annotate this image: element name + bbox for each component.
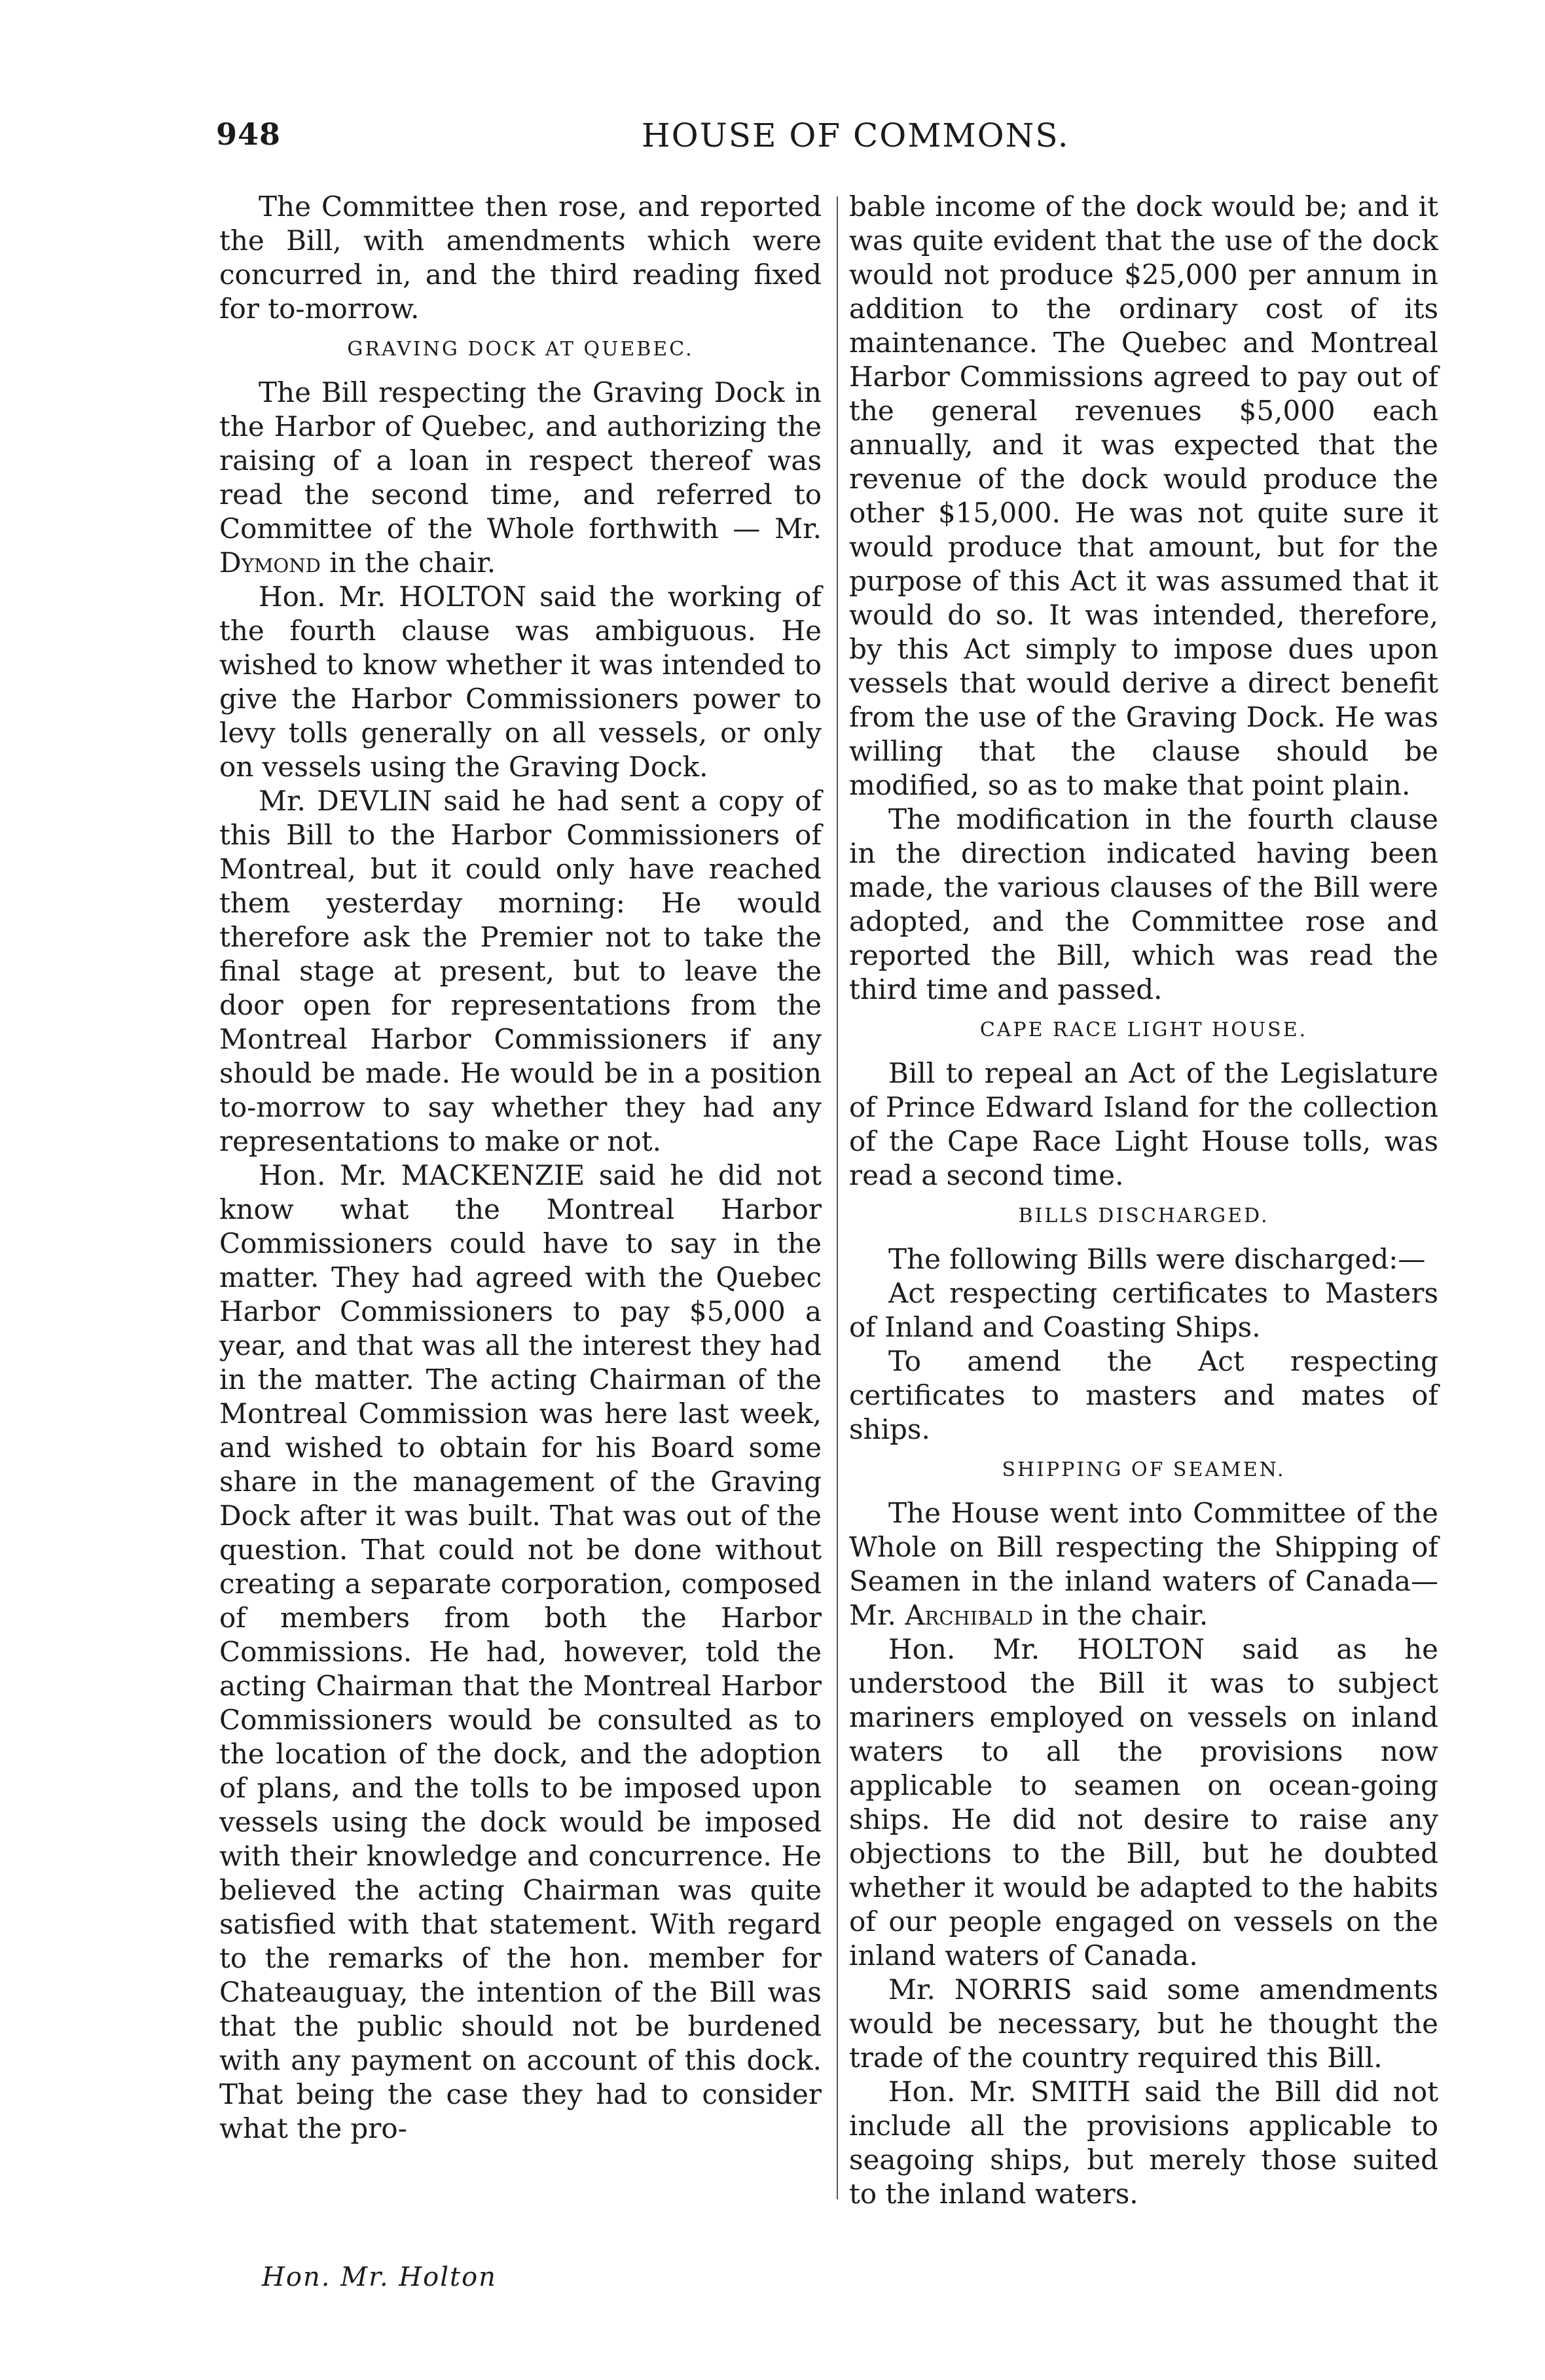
section-heading: SHIPPING OF SEAMEN. [1002, 1458, 1286, 1481]
section-heading: CAPE RACE LIGHT HOUSE. [979, 1019, 1308, 1041]
paragraph: Hon. Mr. MACKENZIE said he did not know what the Montreal Harbor Commissioners could have to say in the matter. They had agreed with the Quebec Harbor Commissioners to pay $5,000 a year, and that was all the interest they had in the matter. The acting Chairman of the Montreal Commission was here last week, and wished to obtain for his Board some share in the management of the Graving Dock after it was built. That was out of the question. That could not be done without creating a separate corporation, composed of members from both the Harbor Commissions. He had, however, told the acting Chairman that the Montreal Harbor Commissioners would be consulted as to the location of the dock, and the adoption of plans, and the tolls to be imposed upon vessels using the dock would be imposed with their knowledge and concurrence. He believed the acting Chairman was quite satisfied with that statement. With regard to the remarks of the hon. member for Chateauguay, the intention of the Bill was that the public should not be burdened with any payment on account of this dock. That being the case they had to consider what the pro- [219, 1159, 822, 2144]
running-head [216, 117, 1427, 169]
left-column [219, 190, 822, 2146]
paragraph: Hon. Mr. SMITH said the Bill did not include all the provisions applicable to seagoing ships, but merely those suited to the inland waters. [849, 2076, 1438, 2210]
paragraph-text: The Bill respecting the Graving Dock in the Harbor of Quebec, and authorizing the raising of a loan in respect thereof was read the second time, and referred to Committee of the Whole forthwith — Mr. [219, 376, 822, 545]
paragraph-text: in the chair. [320, 547, 496, 579]
paragraph [849, 1496, 1438, 1632]
paragraph: bable income of the dock would be; and it was quite evident that the use of the dock would not produce $25,000 per annum in addition to the ordinary cost of its maintenance. The Quebec and Montreal Harbor Commissions agreed to pay out of the general revenues $5,000 each annually, and it was expected that the revenue of the dock would produce the other $15,000. He was not quite sure it would produce that amount, but for the purpose of this Act it was assumed that it would do so. It was intended, therefore, by this Act simply to impose dues upon vessels that would derive a direct benefit from the use of the Graving Dock. He was willing that the clause should be modified, so as to make that point plain. [849, 190, 1438, 801]
journal-title: HOUSE OF COMMONS. [642, 117, 1070, 154]
right-column [849, 190, 1438, 2211]
paragraph: The Committee then rose, and reported the Bill, with amendments which were concurred in, and the third reading fixed for to-morrow. [219, 190, 822, 325]
paragraph-text: in the chair. [1033, 1599, 1209, 1631]
paragraph: Hon. Mr. HOLTON said as he understood the Bill it was to subject mariners employed on vessels on inland waters to all the provisions now applicable to seamen on ocean-going ships. He did not desire to raise any objections to the Bill, but he doubted whether it would be adapted to the habits of our people engaged on vessels on the inland waters of Canada. [849, 1633, 1438, 1972]
member-name: Archibald [905, 1599, 1034, 1631]
section-heading: BILLS DISCHARGED. [1018, 1204, 1269, 1227]
member-name: Dymond [219, 547, 321, 579]
paragraph: Mr. NORRIS said some amendments would be necessary, but he thought the trade of the country required this Bill. [849, 1974, 1438, 2074]
paragraph: The modification in the fourth clause in the direction indicated having been made, the various clauses of the Bill were adopted, and the Committee rose and reported the Bill, which was read the third time and passed. [849, 803, 1438, 1005]
paragraph: Bill to repeal an Act of the Legislature of Prince Edward Island for the collection of the Cape Race Light House tolls, was read a second time. [849, 1057, 1438, 1191]
paragraph: Mr. DEVLIN said he had sent a copy of this Bill to the Harbor Commissioners of Montreal, but it could only have reached them yesterday morning: He would therefore ask the Premier not to take the final stage at present, but to leave the door open for representations from the Montreal Harbor Commissioners if any should be made. He would be in a position to-morrow to say whether they had any representations to make or not. [219, 785, 822, 1157]
section-heading: GRAVING DOCK AT QUEBEC. [347, 338, 694, 361]
page-number: 948 [216, 117, 282, 152]
paragraph-text: The House went into Committee of the Whole on Bill respecting the Shipping of Seamen in the inland waters of Canada—Mr. [849, 1497, 1438, 1631]
paragraph: To amend the Act respecting certificates to masters and mates of ships. [849, 1345, 1438, 1445]
catchword: Hon. Mr. Holton [262, 2262, 497, 2292]
paragraph: Hon. Mr. HOLTON said the working of the fourth clause was ambiguous. He wished to know whether it was intended to give the Harbor Commissioners power to levy tolls generally on all vessels, or only on vessels using the Graving Dock. [219, 581, 822, 783]
column-divider [837, 196, 838, 2199]
paragraph: Act respecting certificates to Masters of Inland and Coasting Ships. [849, 1277, 1438, 1343]
paragraph [219, 376, 822, 580]
paragraph: The following Bills were discharged:— [888, 1243, 1426, 1275]
